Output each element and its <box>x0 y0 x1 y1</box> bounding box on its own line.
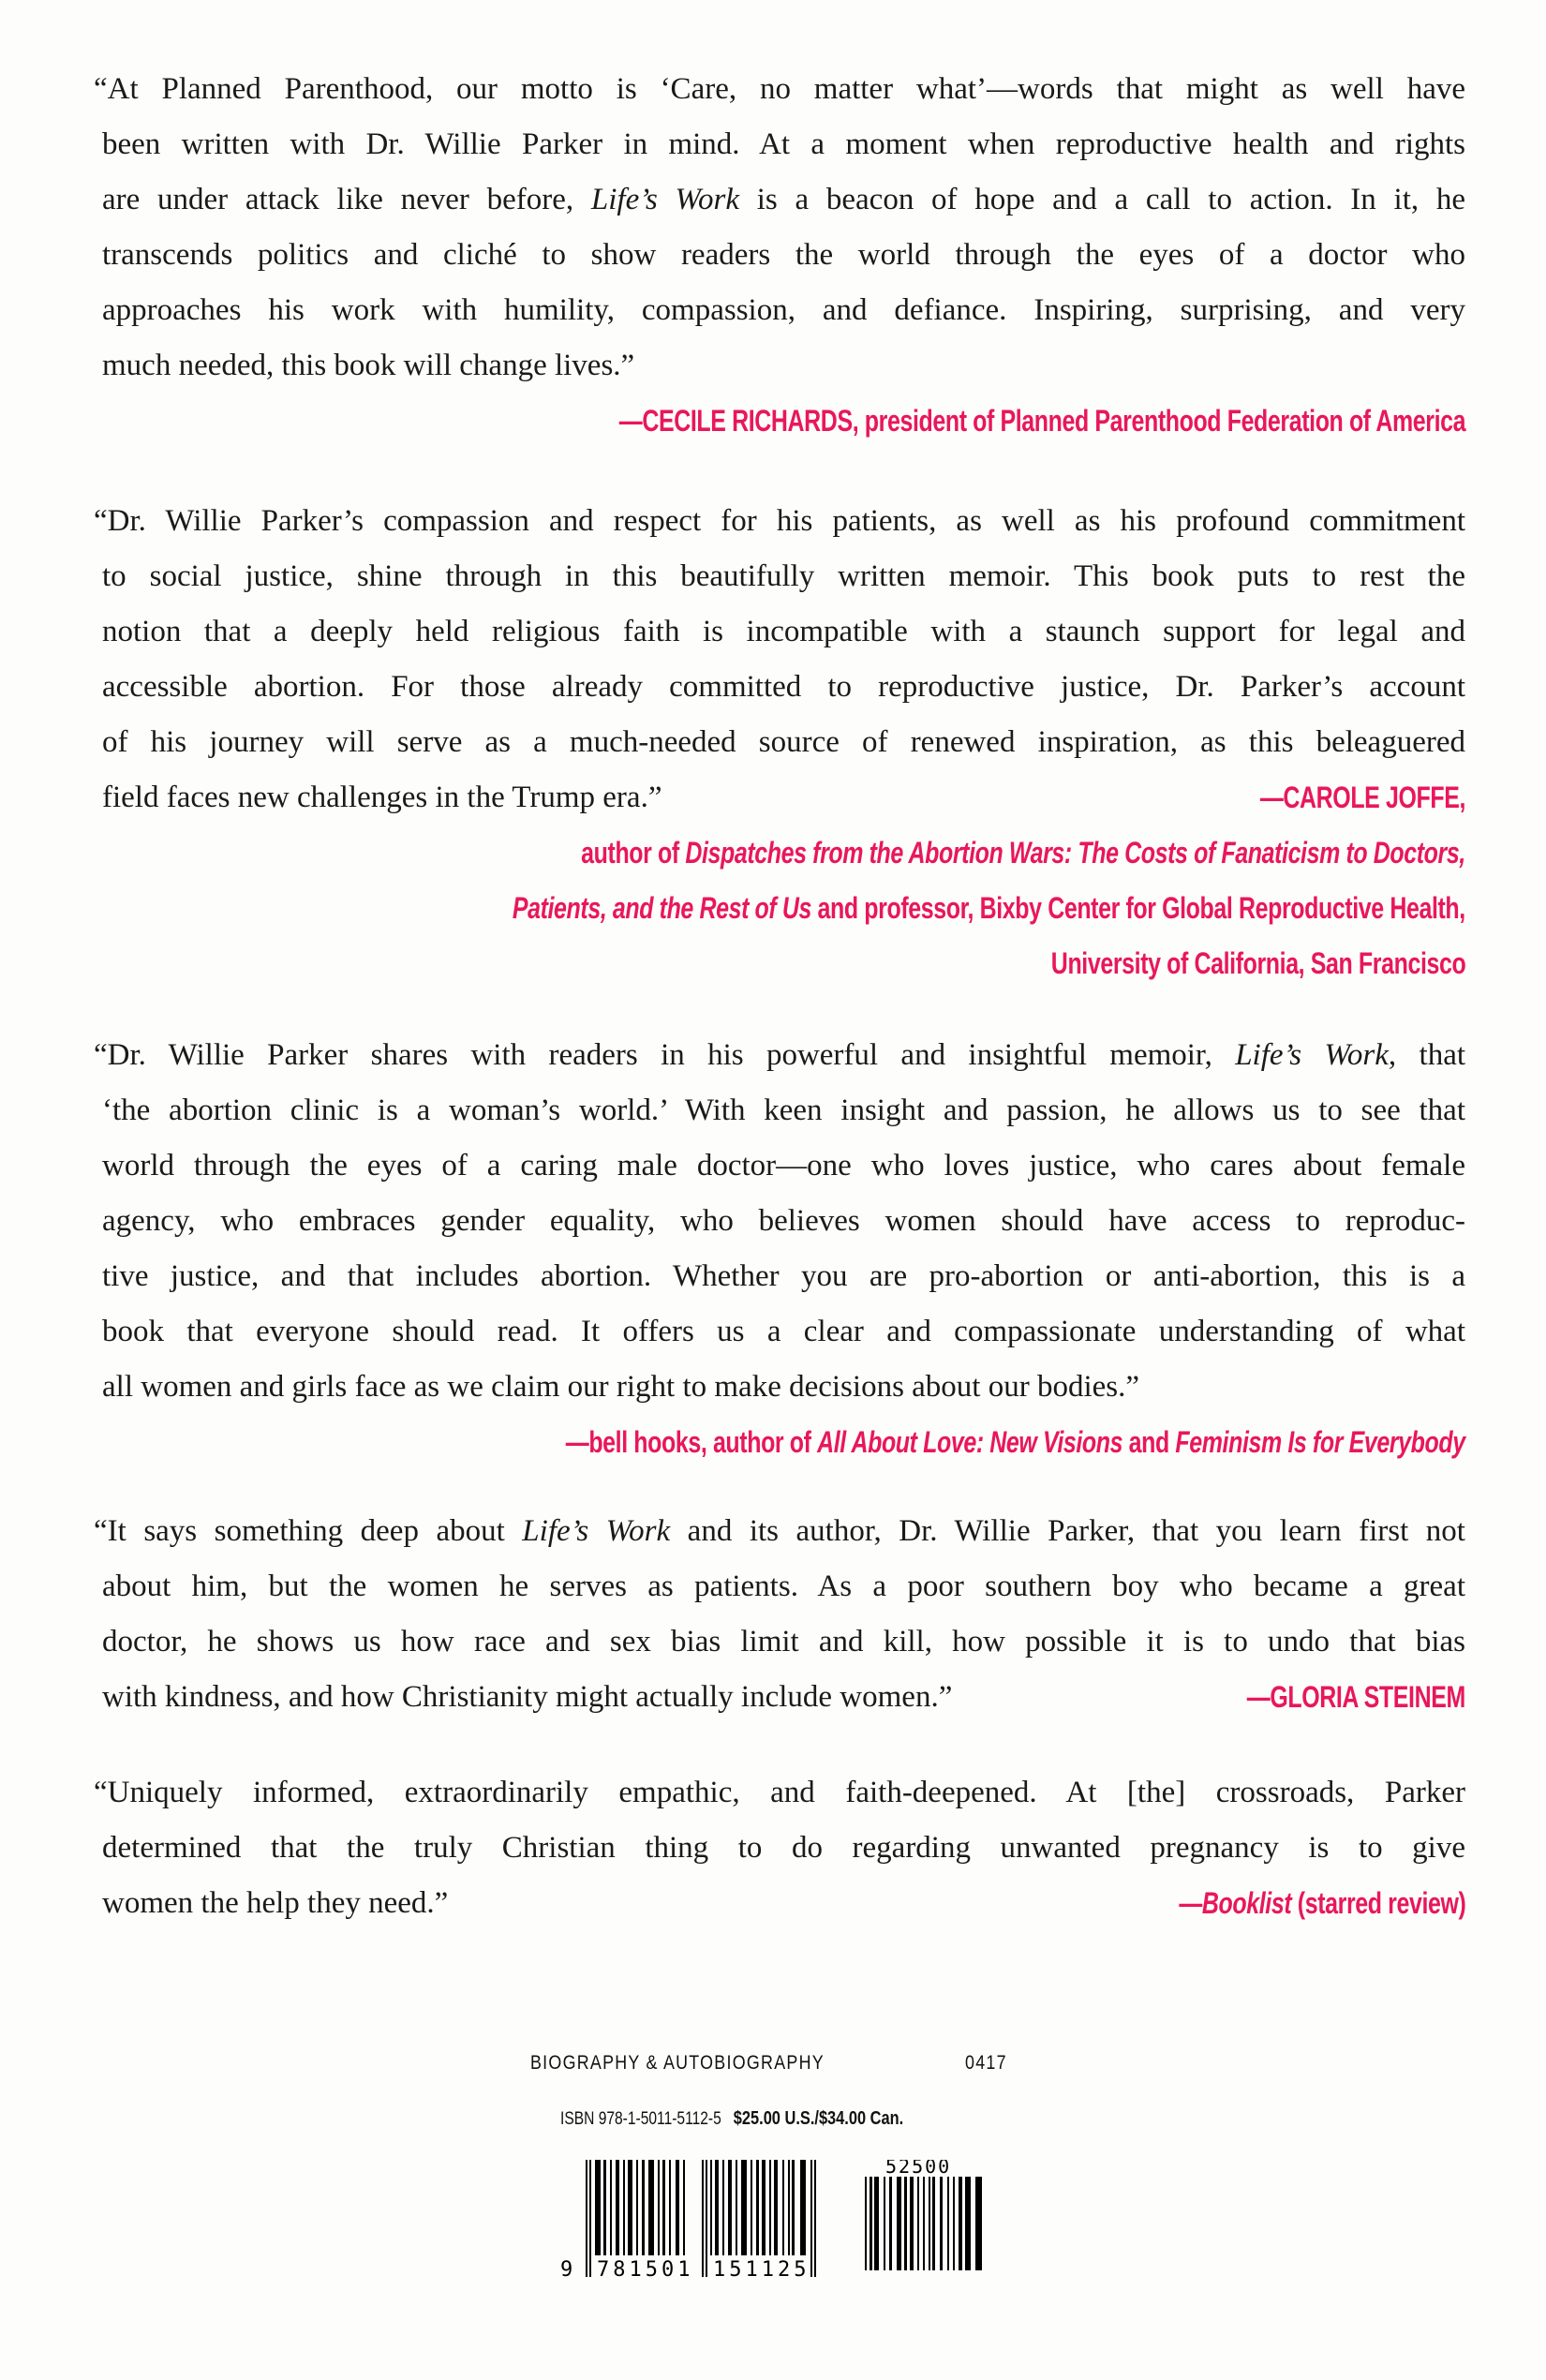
quote-line: “Dr. Willie Parker shares with readers in his powerful and insightful memoir, Life’s Work, that <box>94 1038 1466 1072</box>
quote-line: much needed, this book will change lives.” <box>102 349 635 382</box>
attribution-detail: University of California, San Francisco <box>1050 946 1465 980</box>
book-title: Dispatches from the Abortion Wars: The Costs of Fanaticism to Doctors, <box>685 836 1465 870</box>
quote-line: “Dr. Willie Parker’s compassion and respect for his patients, as well as his profound commitment <box>94 504 1465 538</box>
quote-line: “At Planned Parenthood, our motto is ‘Care, no matter what’—words that might as well have <box>94 72 1465 106</box>
isbn-price <box>560 2108 903 2130</box>
quote-line: all women and girls face as we claim our right to make decisions about our bodies.” <box>102 1370 1140 1404</box>
attribution <box>94 394 1465 449</box>
price: $25.00 U.S./$34.00 Can. <box>733 2108 904 2129</box>
category-code: 0417 <box>965 2052 1007 2074</box>
blurb-gloria-steinem <box>94 1504 1465 1725</box>
attribution-name: —Booklist (starred review) <box>1178 1886 1465 1920</box>
blurb-cecile-richards <box>94 62 1465 449</box>
barcode-group2: 151125 <box>713 2258 810 2282</box>
blurb-booklist <box>94 1765 1465 1931</box>
quote-line: book that everyone should read. It offers us a clear and compassionate understanding of what <box>102 1315 1465 1348</box>
isbn: ISBN 978-1-5011-5112-5 <box>560 2109 721 2129</box>
quote-line: accessible abortion. For those already committed to reproductive justice, Dr. Parker’s account <box>102 670 1465 704</box>
category-label: BIOGRAPHY & AUTOBIOGRAPHY <box>530 2052 825 2074</box>
attribution-name: —CAROLE JOFFE, <box>1259 781 1465 814</box>
quote-line: about him, but the women he serves as patients. As a poor southern boy who became a great <box>102 1569 1465 1603</box>
quote-line: “It says something deep about Life’s Work and its author, Dr. Willie Parker, that you learn first not <box>94 1514 1465 1548</box>
barcode-group1: 781501 <box>597 2258 694 2282</box>
book-title: Patients, and the Rest of Us <box>513 891 812 925</box>
attribution-detail: author of Dispatches from the Abortion Wars: The Costs of Fanaticism to Doctors, <box>581 836 1465 870</box>
attribution-detail: Patients, and the Rest of Us and professor, Bixby Center for Global Reproductive Health, <box>513 891 1465 925</box>
quote-line: approaches his work with humility, compassion, and defiance. Inspiring, surprising, and very <box>102 293 1465 327</box>
attribution-text: —CECILE RICHARDS, president of Planned Parenthood Federation of America <box>618 404 1465 438</box>
quote-line: transcends politics and cliché to show readers the world through the eyes of a doctor who <box>102 238 1465 272</box>
blurb-bell-hooks <box>94 1028 1465 1470</box>
quote-line: world through the eyes of a caring male doctor—one who loves justice, who cares about female <box>102 1149 1465 1183</box>
quote-line: are under attack like never before, Life’s Work is a beacon of hope and a call to action. In it, he <box>102 183 1465 216</box>
quote-line: tive justice, and that includes abortion. Whether you are pro-abortion or anti-abortion, this is a <box>102 1259 1465 1293</box>
quote-line: “Uniquely informed, extraordinarily empathic, and faith-deepened. At [the] crossroads, Parker <box>94 1776 1465 1809</box>
quote-line: ‘the abortion clinic is a woman’s world.’ With keen insight and passion, he allows us to see that <box>102 1093 1465 1127</box>
book-title: Feminism Is for Everybody <box>1175 1425 1465 1459</box>
quote-line: field faces new challenges in the Trump era.” —CAROLE JOFFE, <box>94 770 1465 826</box>
quote-line: to social justice, shine through in this beautifully written memoir. This book puts to rest the <box>102 559 1465 593</box>
barcode-lead-digit: 9 <box>560 2258 573 2282</box>
quote-line: women the help they need.” —Booklist (starred review) <box>94 1876 1465 1931</box>
quote-line: notion that a deeply held religious faith is incompatible with a staunch support for legal and <box>102 615 1465 648</box>
blurb-carole-joffe <box>94 494 1465 991</box>
barcode-addon: 52500 <box>885 2160 952 2178</box>
quote-line: with kindness, and how Christianity might actually include women.” —GLORIA STEINEM <box>94 1670 1465 1725</box>
quote-line: been written with Dr. Willie Parker in mind. At a moment when reproductive health and rights <box>102 127 1465 161</box>
attribution: —bell hooks, author of All About Love: New Visions and Feminism Is for Everybody <box>566 1425 1465 1459</box>
barcode-icon <box>556 2160 1005 2300</box>
attribution-name: —GLORIA STEINEM <box>1246 1680 1465 1714</box>
book-title: All About Love: New Visions <box>817 1425 1123 1459</box>
quote-line: doctor, he shows us how race and sex bias limit and kill, how possible it is to undo that bias <box>102 1625 1465 1659</box>
quote-line: agency, who embraces gender equality, who believes women should have access to reproduc- <box>102 1204 1465 1238</box>
quote-line: of his journey will serve as a much-needed source of renewed inspiration, as this beleaguered <box>102 725 1465 759</box>
quote-line: determined that the truly Christian thing to do regarding unwanted pregnancy is to give <box>102 1831 1465 1865</box>
